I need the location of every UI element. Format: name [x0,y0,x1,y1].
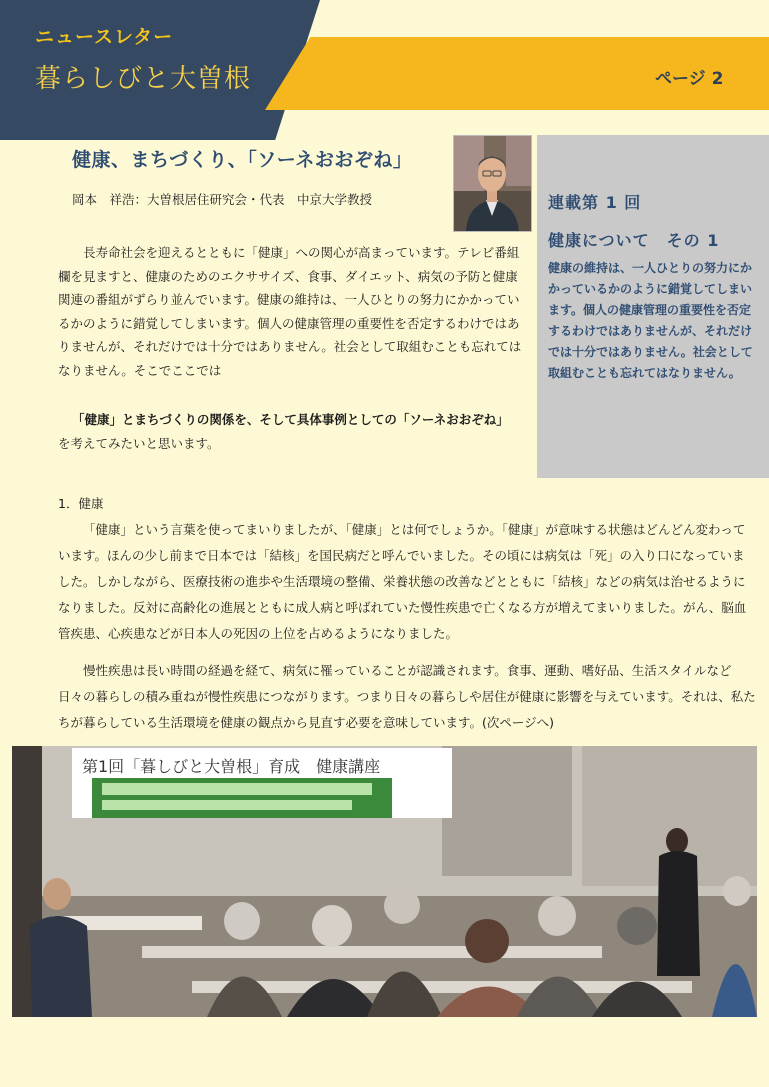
emphasis-line: 「健康」とまちづくりの関係を、そして具体事例としての「ソーネおおぞね」 [72,412,509,427]
intro-paragraph: 長寿命社会を迎えるとともに「健康」への関心が高まっています。テレビ番組欄を見ますと、健康のためのエクササイズ、食事、ダイエット、病気の予防と健康関連の番組がずらり並んでいます。健康の維持は、一人ひとりの努力にかかっているかのように錯覚してしまいます。個人の健康管理の重要性を否定するわけではありませんが、それだけでは十分ではありません。社会として取組むことも忘れてはなりません。そこでここでは [58,245,522,378]
series-sidebar [537,135,769,478]
author-portrait-photo [453,135,532,232]
sidebar-body: 健康の維持は、一人ひとりの努力にかかっているかのように錯覚してしまいます。個人の健康管理の重要性を否定するわけではありませんが、それだけでは十分ではありません。社会として取組むことも忘れてはなりません。 [548,261,753,380]
page-number: ページ 2 [655,69,724,89]
sidebar-topic: 健康について その 1 [548,231,720,250]
article-author: 岡本 祥浩：大曽根居住研究会・代表 中京大学教授 [72,192,373,207]
emphasis-continuation: を考えてみたいと思います。 [58,436,220,451]
body-paragraph-2: 慢性疾患は長い時間の経過を経て、病気に罹っていることが認識されます。食事、運動、嗜好品、生活スタイルなど日々の暮らしの積み重ねが慢性疾患につながります。つまり日々の暮らしや居住が健康に影響を与えています。それは、私たちが暮らしている生活環境を健康の観点から見直す必要を意味しています。(次ページへ) [58,663,756,730]
seminar-photo [12,746,757,1017]
author-portrait-image [454,136,531,231]
sidebar-series-number: 連載第 1 回 [548,193,642,212]
newsletter-title: 暮らしびと大曽根 [35,64,252,94]
body-paragraph-1: 「健康」という言葉を使ってまいりましたが、「健康」とは何でしょうか。「健康」が意味する状態はどんどん変わっています。ほんの少し前まで日本では「結核」を国民病だと呼んでいました。その頃には病気は「死」の入り口になっていました。しかしながら、医療技術の進歩や生活環境の整備、栄養状態の改善などとともに「結核」などの病気は治せるようになりました。反対に高齢化の進展とともに成人病と呼ばれていた慢性疾患で亡くなる方が増えてまいりました。がん、脳血管疾患、心疾患などが日本人の死因の上位を占めるようになりました。 [58,522,747,641]
newsletter-label: ニュースレター [35,26,174,48]
article-headline: 健康、まちづくり、「ソーネおおぞね」 [72,149,413,171]
photo-banner-text: 第1回「暮しびと大曽根」育成 健康講座 [82,757,381,776]
seminar-photo-image [12,746,757,1017]
section-heading: 1．健康 [58,496,104,511]
